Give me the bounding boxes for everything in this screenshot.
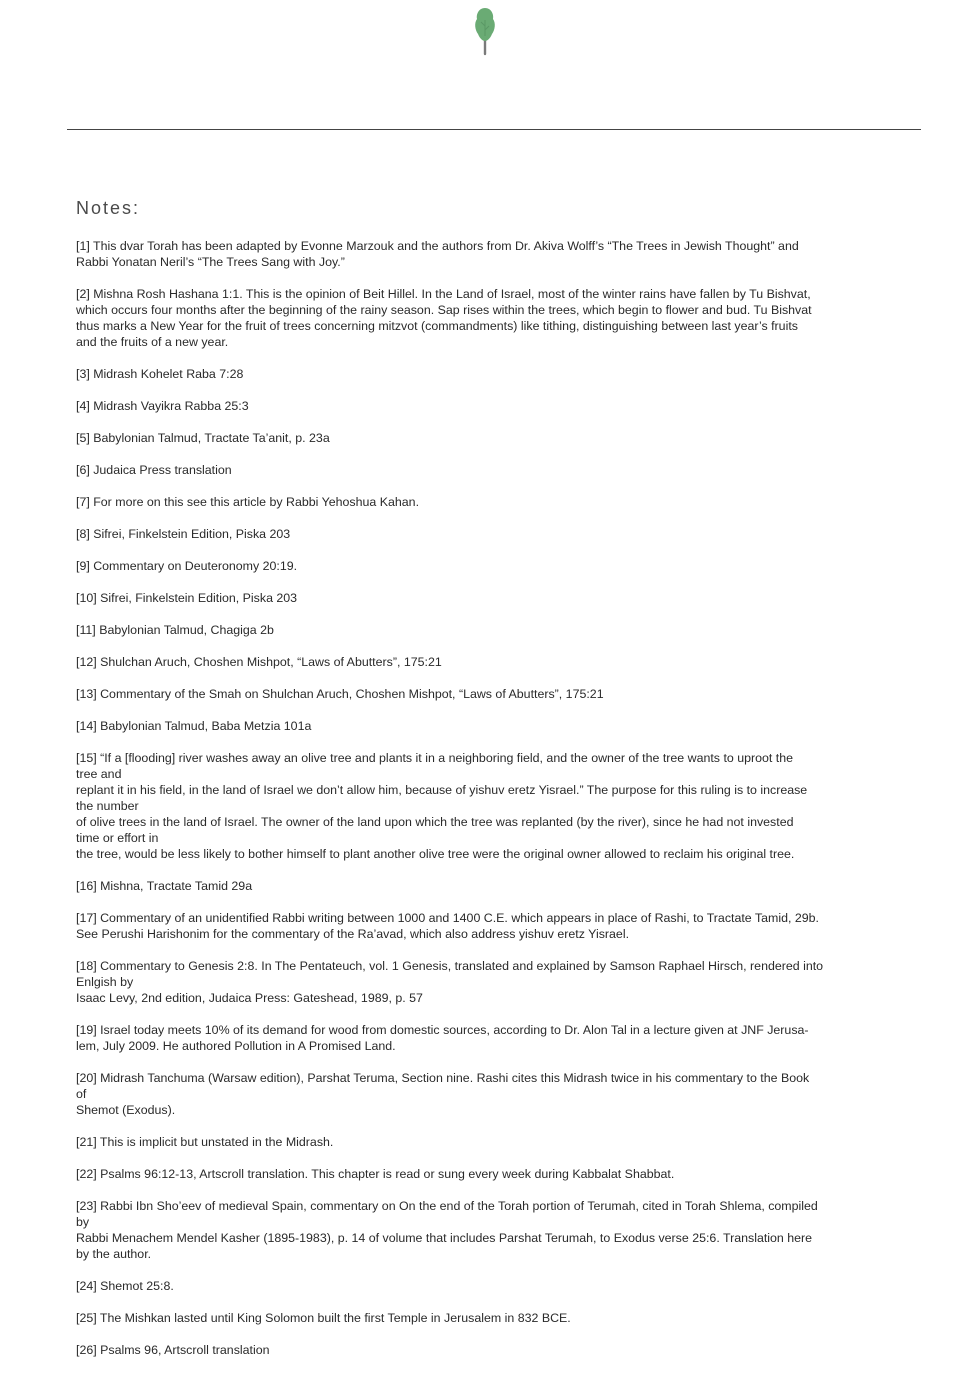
note-item: [6] Judaica Press translation xyxy=(76,463,232,477)
note-item: [2] Mishna Rosh Hashana 1:1. This is the opinion of Beit Hillel. In the Land of Israel, most of the winter rains have fallen by Tu Bishvat, which occurs four months after the beginning of the rainy season. Sap rises within the trees, which begin to flower and bud. Tu Bishvat thus marks a New Year for the fruit of trees concerning mitzvot (commandments) like tithing, distinguishing between last year’s fruits and the fruits of a new year. xyxy=(76,287,812,349)
note-item: [7] For more on this see this article by Rabbi Yehoshua Kahan. xyxy=(76,495,420,509)
note-item: [9] Commentary on Deuteronomy 20:19. xyxy=(76,559,298,573)
note-item: [15] “If a [flooding] river washes away an olive tree and plants it in a neighboring field, and the owner of the tree wants to uproot the tree and replant it in his field, in the land of Israel we don’t allow him, because of yishuv eretz Yisrael.” The purpose for this ruling is to increase the number of olive trees in the land of Israel. The owner of the land upon which the tree was replanted (by the river), since he had not invested time or effort in the tree, would be less likely to bother himself to plant another olive tree were the original owner allowed to reclaim his original tree. xyxy=(76,751,808,861)
note-item: [18] Commentary to Genesis 2:8. In The Pentateuch, vol. 1 Genesis, translated and explained by Samson Raphael Hirsch, rendered into Enlgish by Isaac Levy, 2nd edition, Judaica Press: Gateshead, 1989, p. 57 xyxy=(76,959,824,1005)
note-item: [5] Babylonian Talmud, Tractate Ta’anit, p. 23a xyxy=(76,431,330,445)
note-item: [12] Shulchan Aruch, Choshen Mishpot, “Laws of Abutters”, 175:21 xyxy=(76,655,442,669)
note-item: [19] Israel today meets 10% of its demand for wood from domestic sources, according to Dr. Alon Tal in a lecture given at JNF Jerusa- lem, July 2009. He authored Pollution in A Promised Land. xyxy=(76,1023,809,1053)
note-item: [13] Commentary of the Smah on Shulchan Aruch, Choshen Mishpot, “Laws of Abutters”, 175:21 xyxy=(76,687,604,701)
note-item: [25] The Mishkan lasted until King Solomon built the first Temple in Jerusalem in 832 BCE. xyxy=(76,1311,571,1325)
note-item: [14] Babylonian Talmud, Baba Metzia 101a xyxy=(76,719,312,733)
note-item: [8] Sifrei, Finkelstein Edition, Piska 203 xyxy=(76,527,291,541)
note-item: [24] Shemot 25:8. xyxy=(76,1279,174,1293)
note-item: [20] Midrash Tanchuma (Warsaw edition), Parshat Teruma, Section nine. Rashi cites this Midrash twice in his commentary to the Book of Shemot (Exodus). xyxy=(76,1071,810,1117)
note-item: [11] Babylonian Talmud, Chagiga 2b xyxy=(76,623,274,637)
tree-icon xyxy=(471,6,499,56)
note-item: [23] Rabbi Ibn Sho’eev of medieval Spain, commentary on On the end of the Torah portion of Terumah, cited in Torah Shlema, compiled by Rabbi Menachem Mendel Kasher (1895-1983), p. 14 of volume that includes Parshat Terumah, to Exodus verse 25:6. Translation here by the author. xyxy=(76,1199,818,1261)
note-item: [21] This is implicit but unstated in the Midrash. xyxy=(76,1135,334,1149)
note-item: [22] Psalms 96:12-13, Artscroll translation. This chapter is read or sung every week during Kabbalat Shabbat. xyxy=(76,1167,675,1181)
note-item: [10] Sifrei, Finkelstein Edition, Piska 203 xyxy=(76,591,298,605)
note-item: [16] Mishna, Tractate Tamid 29a xyxy=(76,879,253,893)
notes-heading: Notes: xyxy=(76,198,141,218)
notes-list xyxy=(76,238,882,1374)
header-divider xyxy=(67,129,921,130)
note-item: [26] Psalms 96, Artscroll translation xyxy=(76,1343,270,1357)
note-item: [4] Midrash Vayikra Rabba 25:3 xyxy=(76,399,249,413)
note-item: [17] Commentary of an unidentified Rabbi writing between 1000 and 1400 C.E. which appears in place of Rashi, to Tractate Tamid, 29b. See Perushi Harishonim for the commentary of the Ra’avad, which also address yishuv eretz Yisrael. xyxy=(76,911,819,941)
note-item: [3] Midrash Kohelet Raba 7:28 xyxy=(76,367,244,381)
note-item: [1] This dvar Torah has been adapted by Evonne Marzouk and the authors from Dr. Akiva Wolff’s “The Trees in Jewish Thought” and Rabbi Yonatan Neril’s “The Trees Sang with Joy.” xyxy=(76,239,799,269)
